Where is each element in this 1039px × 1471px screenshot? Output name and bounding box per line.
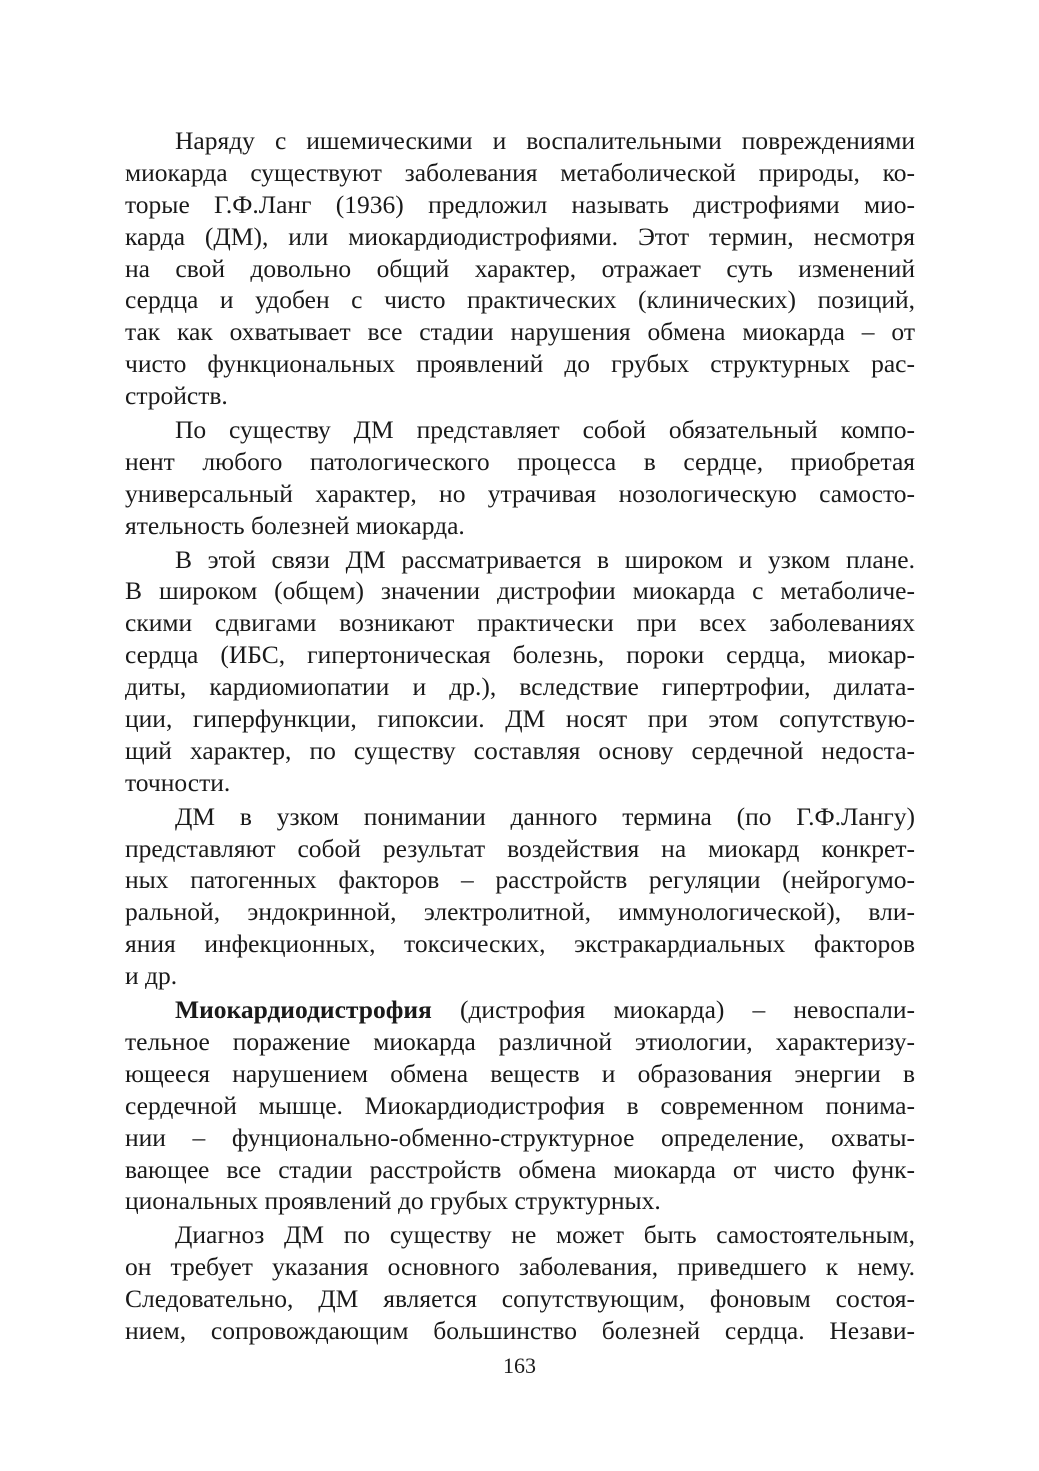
paragraph-3 bbox=[125, 544, 915, 799]
text-line: представляют собой результат воздействия на миокард конкрет- bbox=[125, 833, 915, 863]
text-line: миокарда существуют заболевания метаболической природы, ко- bbox=[125, 157, 915, 187]
paragraph-6 bbox=[125, 1219, 915, 1347]
text-line: сердца и удобен с чисто практических (клинических) позиций, bbox=[125, 285, 915, 315]
text-line bbox=[125, 994, 915, 1026]
text-line: щий характер, по существу составляя основу сердечной недоста- bbox=[125, 735, 915, 765]
text-line: вающее все стадии расстройств обмена миокарда от чисто функ- bbox=[125, 1154, 915, 1184]
defined-term: Миокардиодистрофия bbox=[175, 995, 432, 1025]
text-line: карда (ДМ), или миокардиодистрофиями. Этот термин, несмотря bbox=[125, 221, 915, 251]
text-line: стройств. bbox=[125, 381, 228, 411]
text-line: нием, сопровождающим большинство болезней сердца. Незави- bbox=[125, 1315, 915, 1345]
paragraph-5 bbox=[125, 994, 915, 1217]
text-line: По существу ДМ представляет собой обязательный компо- bbox=[175, 415, 915, 445]
text-line: скими сдвигами возникают практически при всех заболеваниях bbox=[125, 608, 915, 638]
text-line: сердечной мышце. Миокардиодистрофия в современном понима- bbox=[125, 1090, 915, 1120]
text-line: Наряду с ишемическими и воспалительными повреждениями bbox=[175, 126, 915, 155]
text-line: ральной, эндокринной, электролитной, иммунологической), вли- bbox=[125, 897, 915, 927]
text-line: торые Г.Ф.Ланг (1936) предложил называть дистрофиями мио- bbox=[125, 189, 915, 219]
text-line: диты, кардиомиопатии и др.), вследствие гипертрофии, дилата- bbox=[125, 672, 915, 702]
text-line: ных патогенных факторов – расстройств регуляции (нейрогумо- bbox=[125, 865, 915, 895]
text-line: яния инфекционных, токсических, экстракардиальных факторов bbox=[125, 929, 915, 959]
text-line: ятельность болезней миокарда. bbox=[125, 510, 465, 540]
text-line: так как охватывает все стадии нарушения обмена миокарда – от bbox=[125, 317, 915, 347]
paragraph-4 bbox=[125, 801, 915, 992]
text-line: нии – фунционально-обменно-структурное определение, охваты- bbox=[125, 1122, 915, 1152]
paragraph-2 bbox=[125, 414, 915, 542]
text-line: В этой связи ДМ рассматривается в широком и узком плане. bbox=[175, 544, 915, 574]
text-line: тельное поражение миокарда различной этиологии, характеризу- bbox=[125, 1026, 915, 1056]
text-line: и др. bbox=[125, 961, 178, 991]
text-line: Диагноз ДМ по существу не может быть самостоятельным, bbox=[175, 1220, 915, 1250]
text-span: (дистрофия миокарда) – невоспали- bbox=[431, 995, 915, 1025]
text-line: он требует указания основного заболевания, приведшего к нему. bbox=[125, 1252, 915, 1282]
text-line: ющееся нарушением обмена веществ и образования энергии в bbox=[125, 1058, 915, 1088]
text-line: ДМ в узком понимании данного термина (по Г.Ф.Лангу) bbox=[175, 801, 915, 831]
text-line: циональных проявлений до грубых структурных. bbox=[125, 1186, 661, 1216]
page-number: 163 bbox=[503, 1353, 536, 1378]
text-line: Следовательно, ДМ является сопутствующим, фоновым состоя- bbox=[125, 1284, 915, 1314]
text-line: нент любого патологического процесса в сердце, приобретая bbox=[125, 446, 915, 476]
text-line: точности. bbox=[125, 767, 231, 797]
text-line: ции, гиперфункции, гипоксии. ДМ носят при этом сопутствую- bbox=[125, 704, 915, 734]
text-line: В широком (общем) значении дистрофии миокарда с метаболиче- bbox=[125, 576, 915, 606]
text-line: на свой довольно общий характер, отражает суть изменений bbox=[125, 253, 915, 283]
text-line: чисто функциональных проявлений до грубых структурных рас- bbox=[125, 349, 915, 379]
page-body bbox=[125, 125, 915, 1347]
text-line: сердца (ИБС, гипертоническая болезнь, пороки сердца, миокар- bbox=[125, 640, 915, 670]
text-line: универсальный характер, но утрачивая нозологическую самосто- bbox=[125, 478, 915, 508]
paragraph-1 bbox=[125, 125, 915, 412]
